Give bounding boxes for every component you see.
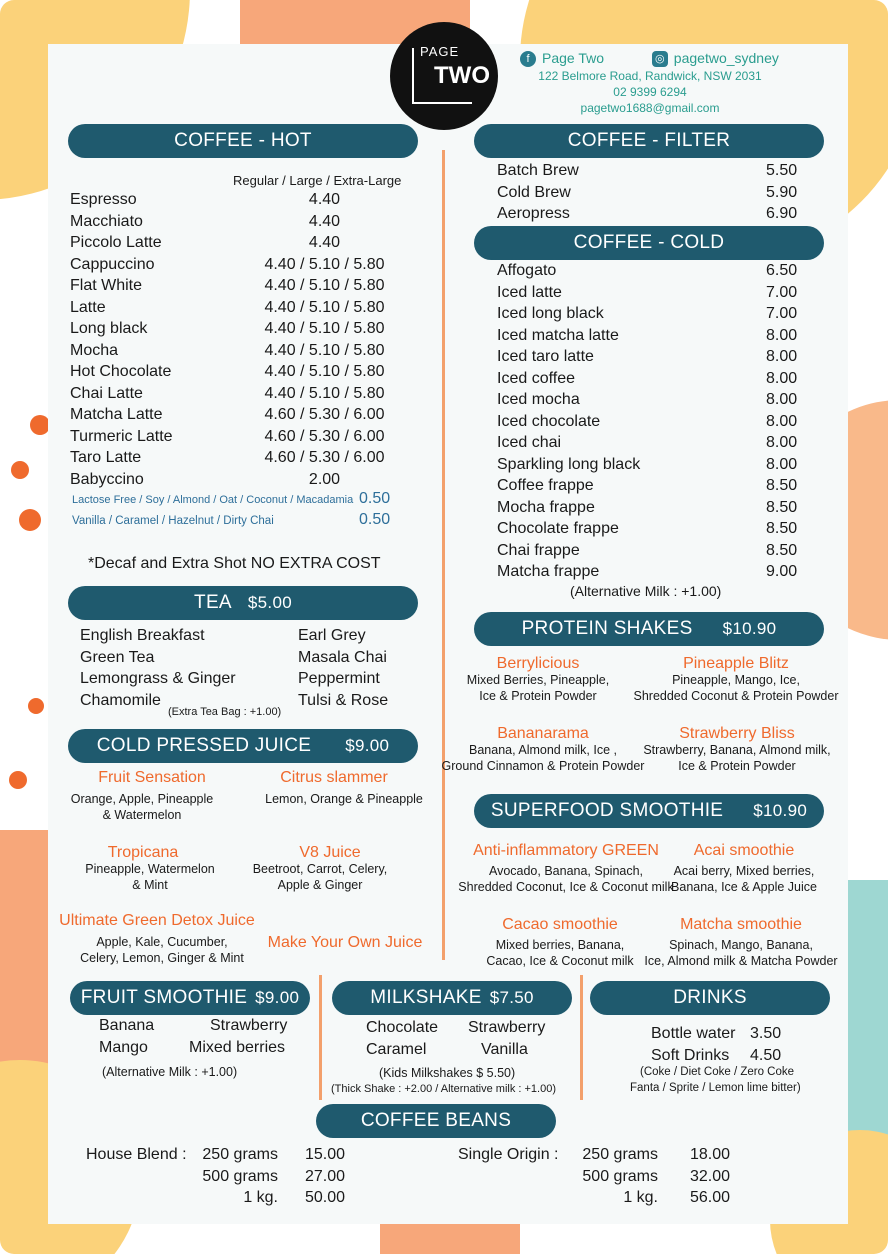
bottom-divider-2	[580, 975, 583, 1100]
menu-item-name: Babyccino	[70, 470, 144, 488]
fruit-smoothie-header	[70, 981, 310, 1015]
address: 122 Belmore Road, Randwick, NSW 2031	[538, 69, 762, 84]
tea-header	[68, 586, 418, 620]
menu-item-price: 4.40 / 5.10 / 5.80	[264, 341, 385, 359]
drinks-header	[590, 981, 830, 1015]
cold-item-name: Iced chai	[497, 434, 562, 451]
juice-name: Tropicana	[107, 844, 179, 861]
menu-item-price: 4.40 / 5.10 / 5.80	[264, 255, 385, 273]
drinks-title: DRINKS	[673, 987, 747, 1008]
menu-item-price: 4.40 / 5.10 / 5.80	[264, 363, 385, 380]
menu-item-price: 4.40	[308, 234, 341, 251]
tea-item: Green Tea	[80, 648, 155, 666]
cold-item-name: Coffee frappe	[497, 477, 594, 494]
cold-item-price: 7.00	[766, 283, 798, 301]
menu-item-price: 4.60 / 5.30 / 6.00	[264, 427, 385, 445]
protein-title: PROTEIN SHAKES	[521, 618, 693, 639]
juice-header	[68, 729, 418, 763]
juice-price: $9.00	[345, 736, 390, 755]
cold-item-price: 9.00	[766, 563, 798, 580]
juice-desc: Pineapple, Watermelon & Mint	[85, 862, 215, 892]
single-origin-label: Single Origin :	[458, 1146, 559, 1163]
coffee-hot-header	[68, 124, 418, 158]
protein-name: Strawberry Bliss	[679, 725, 795, 742]
fruit-smoothie-title: FRUIT SMOOTHIE	[80, 987, 248, 1008]
column-divider	[442, 150, 445, 960]
fruit-note: (Alternative Milk : +1.00)	[102, 1065, 238, 1079]
menu-item-name: Long black	[70, 320, 148, 337]
menu-item-name: Espresso	[70, 191, 137, 208]
house-size: 500 grams	[202, 1167, 278, 1185]
protein-name: Pineapple Blitz	[683, 655, 789, 672]
menu-item-name: Matcha Latte	[70, 406, 163, 423]
decaf-note: *Decaf and Extra Shot NO EXTRA COST	[88, 555, 381, 572]
phone: 02 9399 6294	[613, 85, 687, 100]
superfood-desc: Acai berry, Mixed berries, Banana, Ice & Apple Juice	[671, 864, 817, 894]
fruit-item: Mango	[99, 1039, 148, 1056]
cold-item-price: 8.50	[766, 541, 798, 559]
cold-note: (Alternative Milk : +1.00)	[570, 583, 722, 599]
tea-title: TEA	[194, 592, 232, 613]
house-size: 1 kg.	[243, 1189, 278, 1206]
menu-item-name: Hot Chocolate	[70, 363, 172, 380]
superfood-name: Matcha smoothie	[680, 916, 802, 933]
drinks-note-1: (Coke / Diet Coke / Zero Coke	[640, 1066, 795, 1078]
thick-note: (Thick Shake : +2.00 / Alternative milk : +1.00)	[331, 1083, 556, 1095]
protein-desc: Strawberry, Banana, Almond milk, Ice & Protein Powder	[643, 743, 831, 773]
social-row	[520, 50, 780, 67]
menu-item-price: 4.60 / 5.30 / 6.00	[264, 449, 385, 466]
juice-name: Citrus slammer	[280, 769, 388, 786]
logo	[390, 22, 498, 130]
juice-desc: Orange, Apple, Pineapple & Watermelon	[70, 792, 214, 822]
instagram-handle[interactable]: pagetwo_sydney	[673, 50, 779, 66]
milkshake-item: Caramel	[366, 1041, 427, 1058]
instagram-icon: ◎	[652, 51, 668, 67]
cold-item-price: 8.50	[766, 498, 798, 516]
cold-item-name: Chai frappe	[497, 541, 580, 559]
protein-header	[474, 612, 824, 646]
cold-item-name: Iced coffee	[497, 369, 575, 387]
cold-item-name: Iced long black	[497, 305, 604, 322]
house-price: 15.00	[305, 1146, 346, 1163]
cold-item-name: Iced latte	[497, 283, 562, 301]
cold-item-name: Matcha frappe	[497, 563, 600, 580]
tea-note: (Extra Tea Bag : +1.00)	[168, 706, 282, 718]
juice-desc: Lemon, Orange & Pineapple	[265, 792, 423, 806]
superfood-header	[474, 794, 824, 828]
drink-name: Bottle water	[651, 1025, 736, 1042]
menu-item-price: 4.40 / 5.10 / 5.80	[264, 384, 385, 402]
juice-desc: Beetroot, Carrot, Celery, Apple & Ginger	[252, 862, 388, 892]
cold-item-name: Iced taro latte	[497, 348, 594, 365]
tea-item: English Breakfast	[80, 627, 205, 644]
syrup-options: Vanilla / Caramel / Hazelnut / Dirty Chai	[72, 515, 274, 527]
juice-title: COLD PRESSED JUICE	[96, 735, 312, 756]
protein-desc: Mixed Berries, Pineapple, Ice & Protein Powder	[466, 673, 610, 703]
cold-item-name: Iced chocolate	[497, 412, 601, 430]
juice-name: Fruit Sensation	[98, 769, 206, 786]
menu-item-price: 4.40 / 5.10 / 5.80	[264, 320, 385, 337]
cold-item-price: 6.50	[766, 262, 798, 279]
syrup-price: 0.50	[359, 511, 391, 528]
milk-options: Lactose Free / Soy / Almond / Oat / Coconut / Macadamia	[72, 494, 354, 506]
milkshake-item: Vanilla	[481, 1041, 528, 1058]
menu-item-price: 2.00	[308, 470, 341, 488]
cold-item-price: 8.00	[766, 391, 798, 408]
menu-item-name: Mocha	[70, 341, 119, 359]
menu-item-name: Flat White	[70, 277, 143, 294]
menu-item-name: Turmeric Latte	[70, 427, 173, 445]
drink-name: Soft Drinks	[651, 1047, 730, 1064]
contact-info	[520, 50, 780, 115]
cold-item-price: 8.50	[766, 520, 798, 537]
juice-name: Make Your Own Juice	[267, 934, 423, 951]
protein-name: Bananarama	[497, 725, 589, 742]
menu-item-name: Chai Latte	[70, 384, 143, 402]
filter-item-name: Batch Brew	[497, 162, 579, 179]
size-labels: Regular / Large / Extra-Large	[233, 173, 402, 188]
cold-item-name: Iced mocha	[497, 391, 580, 408]
facebook-icon: f	[520, 51, 536, 67]
tea-item: Earl Grey	[298, 627, 366, 644]
menu-item-price: 4.40 / 5.10 / 5.80	[264, 277, 385, 294]
logo-main-text: TWO	[434, 62, 490, 89]
juice-name: V8 Juice	[299, 844, 361, 861]
protein-desc: Pineapple, Mango, Ice, Shredded Coconut & Protein Powder	[633, 673, 839, 703]
cold-item-name: Sparkling long black	[497, 455, 641, 473]
single-size: 1 kg.	[623, 1189, 658, 1206]
milkshake-item: Chocolate	[366, 1019, 439, 1036]
facebook-handle[interactable]: Page Two	[542, 50, 605, 66]
cold-item-price: 8.00	[766, 434, 798, 451]
coffee-filter-header	[474, 124, 824, 158]
beans-header	[316, 1104, 556, 1138]
superfood-price: $10.90	[753, 801, 808, 820]
filter-item-price: 5.90	[766, 183, 798, 201]
menu-item-price: 4.40	[308, 191, 341, 208]
filter-item-name: Cold Brew	[497, 183, 571, 201]
beans-title: COFFEE BEANS	[360, 1110, 512, 1131]
single-price: 18.00	[690, 1146, 731, 1163]
cold-item-name: Iced matcha latte	[497, 326, 619, 344]
cold-item-price: 8.00	[766, 412, 798, 430]
cold-item-price: 8.00	[766, 348, 798, 365]
coffee-cold-title: COFFEE - COLD	[573, 232, 725, 253]
menu-item-name: Cappuccino	[70, 255, 155, 273]
tea-item: Masala Chai	[298, 648, 387, 666]
menu-item-price: 4.40	[308, 212, 341, 230]
cold-item-price: 8.00	[766, 369, 798, 387]
drinks-note-2: Fanta / Sprite / Lemon lime bitter)	[630, 1082, 801, 1094]
house-blend-label: House Blend :	[86, 1146, 187, 1163]
tea-item: Tulsi & Rose	[298, 691, 389, 709]
superfood-desc: Spinach, Mango, Banana, Ice, Almond milk & Matcha Powder	[644, 938, 838, 968]
single-size: 500 grams	[582, 1167, 658, 1185]
drink-price: 4.50	[750, 1047, 782, 1064]
filter-item-price: 5.50	[766, 162, 798, 179]
fruit-smoothie-price: $9.00	[255, 988, 300, 1007]
logo-top-text: PAGE	[420, 44, 460, 59]
cold-item-price: 8.50	[766, 477, 798, 494]
milkshake-price: $7.50	[489, 988, 534, 1007]
fruit-item: Banana	[99, 1017, 155, 1034]
menu-item-name: Latte	[70, 298, 106, 316]
protein-name: Berrylicious	[496, 655, 580, 672]
drink-price: 3.50	[750, 1025, 782, 1042]
cold-item-name: Mocha frappe	[497, 498, 595, 516]
single-price: 32.00	[690, 1167, 731, 1185]
menu-item-price: 4.60 / 5.30 / 6.00	[264, 406, 385, 423]
superfood-name: Anti-inflammatory GREEN	[473, 842, 659, 859]
cold-item-name: Affogato	[497, 262, 557, 279]
single-price: 56.00	[690, 1189, 731, 1206]
tea-item: Lemongrass & Ginger	[80, 670, 236, 687]
tea-price: $5.00	[247, 593, 292, 612]
menu-item-name: Piccolo Latte	[70, 234, 162, 251]
house-size: 250 grams	[202, 1146, 278, 1163]
email: pagetwo1688@gmail.com	[580, 101, 720, 116]
bottom-divider-1	[319, 975, 322, 1100]
kids-note: (Kids Milkshakes $ 5.50)	[379, 1066, 516, 1080]
protein-desc: Banana, Almond milk, Ice , Ground Cinnamon & Protein Powder	[441, 743, 645, 773]
milkshake-item: Strawberry	[468, 1019, 546, 1036]
menu-item-name: Taro Latte	[70, 449, 142, 466]
superfood-name: Acai smoothie	[693, 842, 795, 859]
superfood-desc: Avocado, Banana, Spinach, Shredded Coconut, Ice & Coconut milk	[458, 864, 674, 894]
cold-item-price: 8.00	[766, 326, 798, 344]
cold-item-price: 7.00	[766, 305, 798, 322]
superfood-title: SUPERFOOD SMOOTHIE	[490, 800, 724, 821]
single-size: 250 grams	[582, 1146, 658, 1163]
filter-item-name: Aeropress	[497, 205, 570, 222]
juice-name: Ultimate Green Detox Juice	[59, 912, 255, 929]
house-price: 27.00	[305, 1167, 346, 1185]
cold-item-price: 8.00	[766, 455, 798, 473]
fruit-item: Strawberry	[210, 1017, 288, 1034]
tea-item: Peppermint	[298, 670, 380, 687]
fruit-item: Mixed berries	[189, 1039, 286, 1056]
coffee-cold-header	[474, 226, 824, 260]
filter-item-price: 6.90	[766, 205, 798, 222]
superfood-name: Cacao smoothie	[502, 916, 618, 933]
cold-item-name: Chocolate frappe	[497, 520, 619, 537]
menu-item-name: Macchiato	[70, 212, 143, 230]
tea-item: Chamomile	[80, 691, 161, 709]
coffee-filter-title: COFFEE - FILTER	[567, 130, 731, 151]
juice-desc: Apple, Kale, Cucumber, Celery, Lemon, Ginger & Mint	[80, 935, 244, 965]
milkshake-header	[332, 981, 572, 1015]
coffee-hot-title: COFFEE - HOT	[174, 130, 312, 151]
house-price: 50.00	[305, 1189, 346, 1206]
menu-item-price: 4.40 / 5.10 / 5.80	[264, 298, 385, 316]
protein-price: $10.90	[722, 619, 777, 638]
superfood-desc: Mixed berries, Banana, Cacao, Ice & Coconut milk	[486, 938, 634, 968]
milkshake-title: MILKSHAKE	[370, 987, 482, 1008]
milk-price: 0.50	[359, 490, 391, 507]
